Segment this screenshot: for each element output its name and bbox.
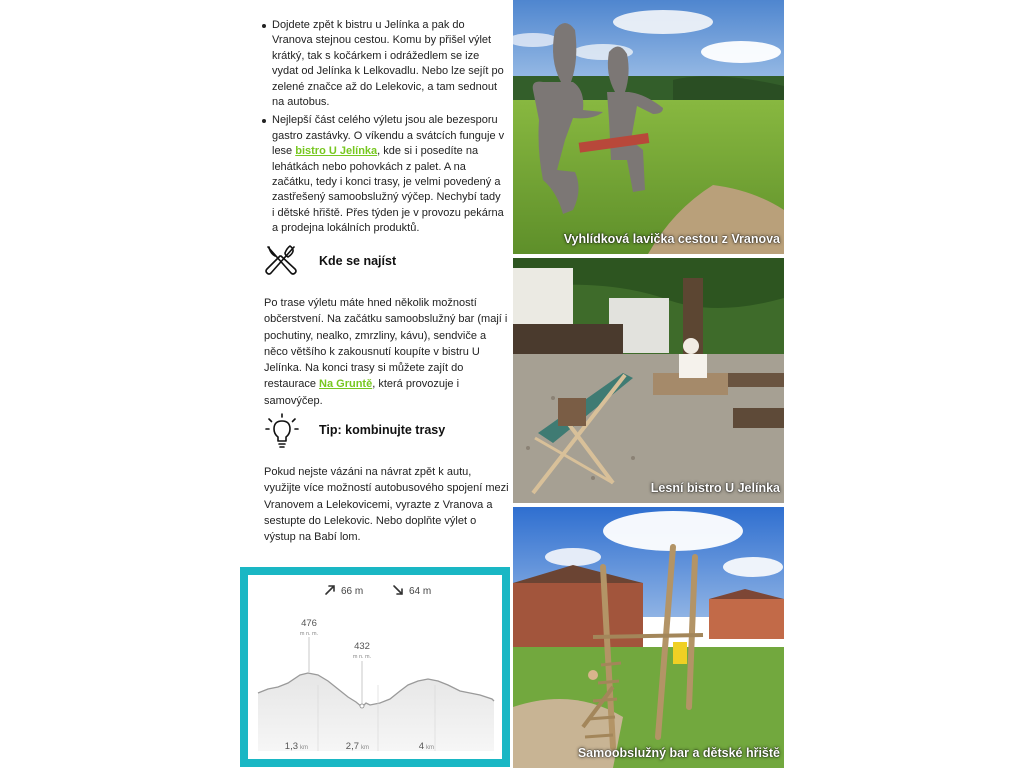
- photo-bench: [513, 0, 784, 254]
- elevation-area: [258, 673, 494, 751]
- tip-paragraph: Pokud nejste vázáni na návrat zpět k autu, využijte více možností autobusového spojení mezi Vranovem a Lelekovicemi, vyrazte z Vranova a sestupte do Lelekovic. Nebo doplňte výlet o výstup na Babí lom.: [264, 466, 509, 544]
- peak-2-value: 432: [354, 641, 370, 652]
- km-mark-3-value: 4: [418, 741, 424, 752]
- bistro-link[interactable]: bistro U Jelínka: [295, 145, 378, 158]
- bullet-list: [258, 18, 506, 237]
- photo-bistro: [513, 258, 784, 503]
- elevation-profile: [240, 567, 510, 767]
- bullet-gastro: Nejlepší část celého výletu jsou ale bezesporu gastro zastávky. O víkendu a svátcích funguje v lese bistro U Jelínka, kde si i posedíte na lehátkách nebo pohovkách z palet. A na začátku, tedy i konci trasy, je velmi povedený a zastřešený samoobslužný výčep. Nechybí tady i dětské hřiště. Přes týden je v provozu pekárna a prodejna lokálních produktů.: [272, 113, 506, 236]
- elevation-chart: [248, 575, 502, 759]
- lightbulb-icon: [264, 413, 300, 449]
- peak-2-unit: m n. m.: [352, 654, 372, 660]
- bullet-return: Dojdete zpět k bistru u Jelínka a pak do Vranova stejnou cestou. Komu by přišel výlet krátký, tak s kočárkem i odrážedlem se ize vydat od Jelínka k Lelkovadlu. Nebo lze sejít po zelené značce až do Lelekovic, a tam sednout na autobus.: [272, 18, 506, 110]
- descent-value: 64 m: [409, 586, 432, 597]
- km-mark-2-value: 2,7: [345, 741, 359, 752]
- food-paragraph: Po trase výletu máte hned několik možností občerstvení. Na začátku samoobslužný bar (mají i pochutiny, nealko, zmrzliny, kávu), sendviče a něco většího k zakousnutí koupíte v bistru U Jelínka. Na konci trasy si můžete zajít do restaurace Na Gruntě, která provozuje i samovýčep.: [264, 297, 508, 407]
- km-mark-1-unit: km: [300, 745, 308, 751]
- bench-scene: [513, 0, 784, 254]
- descent-icon: [394, 586, 402, 594]
- fork-knife-icon: [264, 244, 298, 278]
- tip-section-header: [264, 413, 504, 449]
- ascent-value: 66 m: [341, 586, 364, 597]
- tip-heading: Tip: kombinujte trasy: [319, 423, 446, 437]
- km-mark-2-unit: km: [361, 745, 369, 751]
- trip-notes: [258, 18, 506, 240]
- bistro-scene: [513, 258, 784, 503]
- km-mark-1-value: 1,3: [284, 741, 298, 752]
- caption-bistro: Lesní bistro U Jelínka: [650, 481, 780, 495]
- food-section-header: [264, 244, 504, 280]
- peak-1-value: 476: [301, 618, 317, 629]
- ascent-icon: [326, 586, 334, 594]
- km-mark-3-unit: km: [426, 745, 434, 751]
- caption-playground: Samoobslužný bar a dětské hřiště: [577, 746, 780, 760]
- peak-1-unit: m n. m.: [299, 631, 319, 637]
- caption-bench: Vyhlídková lavička cestou z Vranova: [563, 232, 780, 246]
- photo-playground: [513, 507, 784, 768]
- point-marker: [360, 704, 364, 708]
- na-grunte-link[interactable]: Na Gruntě: [319, 378, 373, 391]
- food-heading: Kde se najíst: [319, 254, 397, 268]
- playground-scene: [513, 507, 784, 768]
